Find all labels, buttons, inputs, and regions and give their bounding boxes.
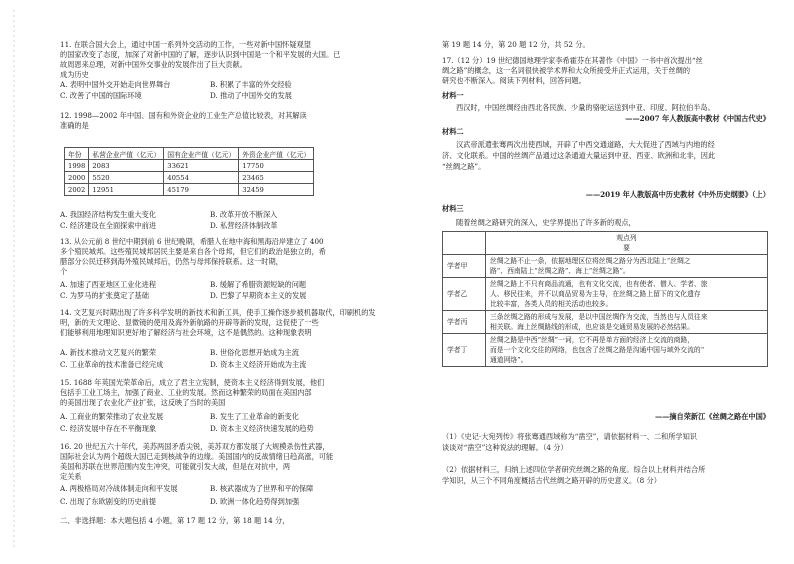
q15-option-b[interactable]: B. 发生了工业革命的新变化 — [210, 412, 299, 421]
table-row — [443, 334, 768, 367]
q12-option-a[interactable]: A. 我国经济结构发生重大变化 — [60, 210, 157, 219]
q15-option-a[interactable]: A. 工商业的繁荣推动了农业发展 — [60, 412, 164, 421]
q17-intro-line: 17.（12 分）19 世纪德国地理学家李希霍芬在其著作《中国》一书中首次提出“丝 — [442, 56, 703, 65]
material-3-text: 随着丝绸之路研究的深入，史学界提出了许多新的观点， — [456, 218, 636, 227]
material-1-label: 材料一 — [442, 91, 464, 100]
q13-line: 个 — [60, 267, 68, 276]
viewpoint-line: 丝绸之路上不只有商品流通，也有文化交流，也有使者、僧人、学者、旅 — [490, 280, 708, 288]
table-row — [65, 160, 314, 172]
table-header-text: 观点列 — [616, 234, 637, 242]
subquestion-1-line: （1）《史记·大宛列传》将张骞通西域称为“凿空”，请依据材料一、二和所学知识 — [442, 432, 697, 441]
material-2-label: 材料二 — [442, 127, 464, 136]
viewpoint-line: 丝绸之路不止一条，依据地理区位将丝绸之路分为西北陆上“丝绸之 — [490, 257, 691, 265]
table-row — [443, 255, 768, 278]
table-header-cell: 外资企业产值（亿元） — [239, 148, 314, 160]
table-cell: 1998 — [65, 160, 89, 172]
q14-option-a[interactable]: A. 新技术推动文艺复兴的繁荣 — [60, 348, 157, 357]
material-1-text: 西汉时，中国丝绸经由西北各民族、少量的骆驼运送到中亚、印度、阿拉伯半岛。 — [456, 103, 715, 112]
q13-line: 13. 从公元前 8 世纪中期到前 6 世纪晚期，希腊人在地中海和黑海沿岸建立了 400 — [60, 237, 324, 246]
q14-line: 14. 文艺复兴时期出现了许多科学发明的新技术和新工具，使手工操作逐步被机器取代，印刷机的发 — [60, 308, 376, 317]
material-3-label: 材料三 — [442, 204, 464, 213]
table-cell: 12951 — [89, 184, 164, 196]
material-2-line: “丝绸之路”。 — [442, 162, 486, 171]
q14-option-c[interactable]: C. 工业革命的技术准备已经完成 — [60, 360, 164, 369]
q15-option-c[interactable]: C. 经济发展中存在不平衡现象 — [60, 424, 157, 433]
q12-table — [64, 147, 314, 196]
q12-line: 准确的是 — [60, 121, 89, 130]
table-cell: 23465 — [239, 172, 314, 184]
q11-line: 的国家改变了态度，加深了对新中国的了解，逐步认识到中国是一个和平发展的大国。已 — [60, 50, 341, 59]
q16-line: 美国和苏联在世界范围内发生冲突，可能就引发大战，但是在对抗中，两 — [60, 462, 291, 471]
table-header-cell: 国有企业产值（亿元） — [164, 148, 239, 160]
viewpoint-cell — [486, 278, 768, 311]
material-3-source: ——摘自荣新江《丝绸之路在中国》 — [654, 412, 770, 421]
material-1-source: ——2007 年人教版高中教材《中国古代史》 — [625, 114, 770, 123]
q14-option-d[interactable]: D. 资本主义经济开始成为主流 — [210, 360, 307, 369]
q15-option-d[interactable]: D. 资本主义经济快速发展的趋势 — [210, 424, 314, 433]
subquestion-1-line: 谈谈对“凿空”这种说法的理解。（4 分） — [442, 443, 568, 452]
viewpoint-cell — [486, 311, 768, 334]
section-heading: 二、非选择题：本大题包括 4 小题，第 17 题 12 分，第 18 题 14 分， — [60, 516, 290, 525]
q11-option-d[interactable]: D. 推动了中国外交的发展 — [210, 91, 292, 100]
viewpoint-line: 三条丝绸之路的形成与发展，是以中国丝绸作为交流，当然也与人员往来 — [490, 313, 708, 321]
table-cell: 2083 — [89, 160, 164, 172]
table-row — [65, 172, 314, 184]
q11-line: 成为历史 — [60, 70, 89, 79]
q11-line: 故周恩来总理，对新中国外交事业的发展作出了巨大贡献。 — [60, 60, 247, 69]
subquestion-2-line: （2）依据材料三，归纳上述四位学者研究丝绸之路的角度。综合以上材料并结合所 — [442, 465, 706, 474]
q12-option-d[interactable]: D. 私营经济体制改革 — [210, 221, 278, 230]
viewpoints-table — [442, 231, 768, 367]
q11-option-b[interactable]: B. 积累了丰富的外交经验 — [210, 80, 292, 89]
q13-option-d[interactable]: D. 巴黎了早期资本主义的发展 — [210, 291, 307, 300]
table-row — [65, 184, 314, 196]
q12-option-c[interactable]: C. 经济建设在全面探索中前进 — [60, 221, 157, 230]
table-cell: 2000 — [65, 172, 89, 184]
subquestion-2-line: 学知识，从三个不同角度概括古代丝绸之路开辟的历史意义。（8 分） — [442, 476, 661, 485]
viewpoint-cell — [486, 255, 768, 278]
q15-line: 包括手工业工场主，加强了商业、工业的发展。然而这种繁荣的局面在美国内部 — [60, 388, 312, 397]
q14-line: 明，新的天文理论、显微镜的使用及海外新航路的开辟等新的发现，这促使了一些 — [60, 318, 319, 327]
material-2-line: 汉武帝派遣张骞两次出使西域，开辟了中西交通道路，大大促进了西域与内地的经 — [456, 140, 715, 149]
q16-option-b[interactable]: B. 核武器成为了世界和平的保障 — [210, 484, 314, 493]
viewpoint-line: 而是一个文化交往的网络，也包含了丝绸之路是沟通中国与域外交流的“ — [490, 346, 705, 354]
viewpoint-line: 丝绸之路是中西“丝绸”一词，它不再是单方面的经济上交流的商路， — [490, 336, 695, 344]
q16-option-c[interactable]: C. 出现了东欧剧变的历史前提 — [60, 497, 157, 506]
q17-intro-line: 研究也不断深入。阅读下列材料，回答问题。 — [442, 76, 586, 85]
table-header-cell — [486, 232, 768, 255]
scholar-cell: 学者乙 — [443, 278, 486, 311]
table-cell: 32459 — [239, 184, 314, 196]
q11-option-a[interactable]: A. 表明中国外交开始走向世界舞台 — [60, 80, 171, 89]
table-cell: 40554 — [164, 172, 239, 184]
material-2-source: ——2019 年人教版高中历史教材《中外历史纲要》（上） — [585, 190, 770, 199]
q11-option-c[interactable]: C. 改善了中国的国际环境 — [60, 91, 142, 100]
left-column — [60, 0, 378, 560]
table-header-cell: 私营企业产值（亿元） — [89, 148, 164, 160]
q12-option-b[interactable]: B. 改革开放不断深入 — [210, 210, 278, 219]
q13-line: 腊部分公民迁移到海外殖民城邦后，仍然与母邦保持联系。这一时期， — [60, 257, 283, 266]
table-cell: 2002 — [65, 184, 89, 196]
right-column — [442, 0, 770, 560]
scholar-cell: 学者丙 — [443, 311, 486, 334]
binding-line — [0, 0, 22, 560]
q15-line: 15. 1688 年英国光荣革命后，成立了君主立宪制，使资本主义经济得到发展，他们 — [60, 378, 325, 387]
table-cell: 5520 — [89, 172, 164, 184]
table-header-cell: 年份 — [65, 148, 89, 160]
table-row — [443, 311, 768, 334]
viewpoint-line: 人、移民往来，并不以商品贸易为主导，在丝绸之路上留下的文化遗存 — [490, 290, 701, 298]
table-header-cell — [443, 232, 486, 255]
section-continuation: 第 19 题 14 分，第 20 题 12 分，共 52 分。 — [442, 40, 590, 49]
q13-option-c[interactable]: C. 为罗马的扩张奠定了基础 — [60, 291, 149, 300]
q17-intro-line: 绸之路”的概念，这一名词很快被学术界和大众所接受并正式运用，关于丝绸的 — [442, 66, 691, 75]
table-header-text: 要 — [623, 244, 630, 252]
scholar-cell: 学者甲 — [443, 255, 486, 278]
q13-line: 多个殖民城邦。这些殖民城邦居民主要是来自各个母邦，但它们的政治是独立的，希 — [60, 247, 326, 256]
table-cell: 17750 — [239, 160, 314, 172]
q15-line: 的美国出现了农业化产业扩张，这反映了当时的美国 — [60, 398, 226, 407]
viewpoint-line: 通道网络”。 — [490, 356, 528, 364]
q12-line: 12. 1998—2002 年中国、国有和外资企业的工业生产总值比较表，对其解读 — [60, 111, 307, 120]
binding-margin — [0, 0, 22, 560]
q14-line: 们能够利用地理知识更好地了解经济与社会环境，这不是偶然的。这种现象表明 — [60, 328, 312, 337]
viewpoint-cell — [486, 334, 768, 367]
viewpoint-line: 路”、西南陆上“丝绸之路”、海上“丝绸之路”。 — [490, 267, 630, 275]
q16-line: 定关系 — [60, 472, 82, 481]
viewpoint-line: 相关联。海上丝绸路线的形成，也应该是交通贸易发展的必然结果。 — [490, 323, 694, 331]
q14-option-b[interactable]: B. 世俗化思想开始成为主流 — [210, 348, 299, 357]
q16-option-a[interactable]: A. 两极格局对冷战体制走向和平发展 — [60, 484, 178, 493]
table-cell: 33621 — [164, 160, 239, 172]
table-header-row — [443, 232, 768, 255]
viewpoint-line: 比较丰富，各类人员的相关活动也较多。 — [490, 300, 613, 308]
q11-line: 11. 在联合国大会上，通过中国一系列外交活动的工作，一些对新中国怀疑观望 — [60, 40, 311, 49]
table-row — [443, 278, 768, 311]
q13-option-b[interactable]: B. 缓解了希腊资源短缺的问题 — [210, 280, 307, 289]
q16-line: 国际社会认为两个超级大国已走到核战争的边缘。美国国内的反战情绪日趋高涨，可能 — [60, 452, 334, 461]
q16-line: 16. 20 世纪五六十年代，美苏两国矛盾尖锐，美苏双方都发展了大规模杀伤性武器， — [60, 442, 330, 451]
table-header-row — [65, 148, 314, 160]
q16-option-d[interactable]: D. 欧洲一体化趋势得到加强 — [210, 497, 300, 506]
table-cell: 45179 — [164, 184, 239, 196]
q13-option-a[interactable]: A. 加速了西亚地区工业化进程 — [60, 280, 157, 289]
scholar-cell: 学者丁 — [443, 334, 486, 367]
material-2-line: 济、文化联系。中国的丝绸产品通过这条通道大量运到中亚、西亚、欧洲和北非，因此 — [442, 151, 716, 160]
